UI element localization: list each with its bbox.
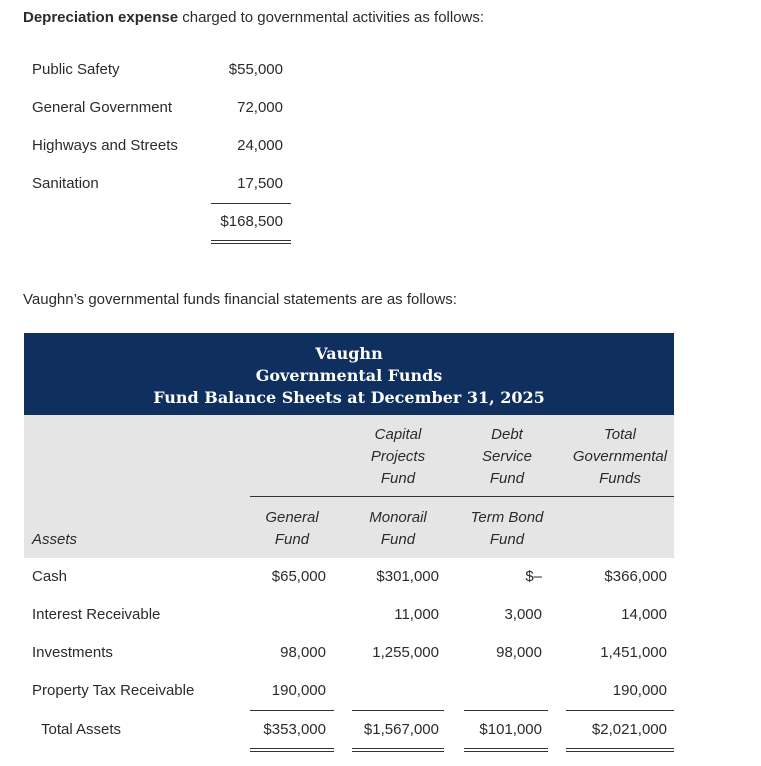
cell-cash-total: $366,000 bbox=[604, 568, 667, 585]
debt-total-double-rule bbox=[464, 748, 548, 752]
cell-total-general: $353,000 bbox=[263, 721, 326, 738]
cell-total-capital: $1,567,000 bbox=[363, 721, 439, 738]
dep-label-1: General Government bbox=[32, 99, 173, 116]
cell-cash-general: $65,000 bbox=[271, 568, 326, 585]
statement-subtitle: Governmental Funds bbox=[255, 366, 443, 385]
general-subtotal-rule bbox=[250, 710, 334, 711]
dep-label-0: Public Safety bbox=[32, 61, 120, 78]
cell-investments-general: 98,000 bbox=[280, 644, 326, 661]
statement-title: Fund Balance Sheets at December 31, 2025 bbox=[153, 388, 545, 407]
entity-name: Vaughn bbox=[315, 344, 383, 363]
capital-header-line1: Capital bbox=[374, 426, 422, 443]
cell-interest-total: 14,000 bbox=[621, 606, 667, 623]
general-header-line2: Fund bbox=[274, 531, 310, 548]
total-header-line1: Total bbox=[604, 426, 636, 443]
debt-header-line3: Fund bbox=[489, 470, 525, 487]
total-header-line2: Governmental bbox=[572, 448, 668, 465]
term-bond-header-line1: Term Bond bbox=[470, 509, 544, 526]
cell-cash-debt: $– bbox=[525, 568, 542, 585]
total-header bbox=[566, 424, 674, 490]
general-header bbox=[250, 507, 334, 551]
monorail-header-line2: Fund bbox=[380, 531, 416, 548]
statement-banner bbox=[24, 333, 674, 415]
cell-investments-debt: 98,000 bbox=[496, 644, 542, 661]
general-total-double-rule bbox=[250, 748, 334, 752]
monorail-header bbox=[348, 507, 448, 551]
cell-cash-capital: $301,000 bbox=[376, 568, 439, 585]
dep-total: $168,500 bbox=[220, 213, 283, 230]
cell-interest-debt: 3,000 bbox=[504, 606, 542, 623]
term-bond-header bbox=[460, 507, 554, 551]
monorail-header-line1: Monorail bbox=[369, 509, 427, 526]
dep-subtotal-rule bbox=[211, 203, 291, 204]
intro-bold: Depreciation expense bbox=[23, 9, 179, 26]
row-label-cash: Cash bbox=[32, 568, 68, 585]
statements-intro: Vaughn’s governmental funds financial statements are as follows: bbox=[23, 291, 457, 308]
intro-rest: charged to governmental activities as follows: bbox=[178, 9, 485, 26]
capital-header-line3: Fund bbox=[380, 470, 416, 487]
depreciation-intro bbox=[23, 9, 484, 26]
cell-investments-total: 1,451,000 bbox=[600, 644, 667, 661]
total-subtotal-rule bbox=[566, 710, 674, 711]
cell-interest-capital: 11,000 bbox=[394, 606, 439, 623]
debt-subtotal-rule bbox=[464, 710, 548, 711]
cell-total-total: $2,021,000 bbox=[591, 721, 667, 738]
dep-label-2: Highways and Streets bbox=[32, 137, 178, 154]
capital-header-line2: Projects bbox=[370, 448, 426, 465]
row-label-total-assets: Total Assets bbox=[41, 721, 122, 738]
debt-header-line2: Service bbox=[481, 448, 533, 465]
dep-value-3: 17,500 bbox=[237, 175, 283, 192]
dep-value-2: 24,000 bbox=[237, 137, 283, 154]
cell-investments-capital: 1,255,000 bbox=[372, 644, 439, 661]
debt-header bbox=[460, 424, 554, 490]
capital-header bbox=[348, 424, 448, 490]
assets-section-label: Assets bbox=[32, 531, 78, 548]
dep-value-0: $55,000 bbox=[228, 61, 283, 78]
dep-total-double-rule bbox=[211, 240, 291, 244]
cell-property-tax-general: 190,000 bbox=[271, 682, 326, 699]
row-label-investments: Investments bbox=[32, 644, 113, 661]
row-label-interest-receivable: Interest Receivable bbox=[32, 606, 161, 623]
dep-value-1: 72,000 bbox=[237, 99, 283, 116]
cell-property-tax-total: 190,000 bbox=[612, 682, 667, 699]
header-rule bbox=[250, 496, 674, 497]
dep-label-3: Sanitation bbox=[32, 175, 99, 192]
total-header-line3: Funds bbox=[599, 470, 641, 487]
capital-subtotal-rule bbox=[352, 710, 444, 711]
capital-total-double-rule bbox=[352, 748, 444, 752]
row-label-property-tax: Property Tax Receivable bbox=[32, 682, 195, 699]
cell-total-debt: $101,000 bbox=[479, 721, 542, 738]
debt-header-line1: Debt bbox=[491, 426, 523, 443]
term-bond-header-line2: Fund bbox=[489, 531, 525, 548]
general-header-line1: General bbox=[265, 509, 319, 526]
total-total-double-rule bbox=[566, 748, 674, 752]
